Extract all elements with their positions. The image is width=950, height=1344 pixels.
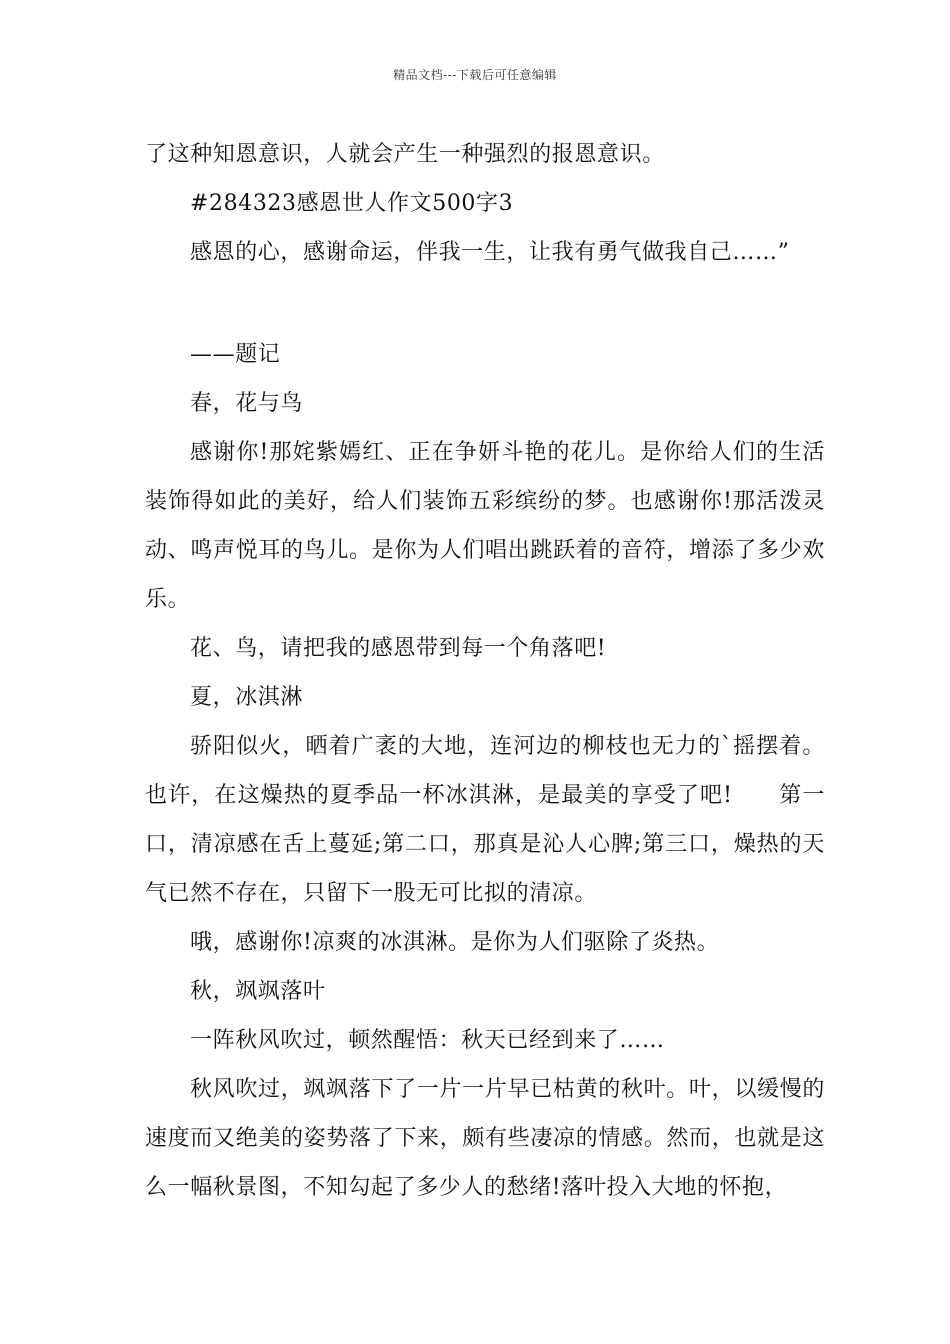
paragraph-summer: 骄阳似火，晒着广袤的大地，连河边的柳枝也无力的`摇摆着。也许，在这燥热的夏季品一杯冰淇淋，是最美的享受了吧! 第一口，清凉感在舌上蔓延;第二口，那真是沁人心脾;第三口，燥热的天气已然不存在，只留下一股无可比拟的清凉。	[145, 734, 825, 906]
paragraph-autumn-intro: 一阵秋风吹过，顿然醒悟：秋天已经到来了……	[190, 1028, 665, 1053]
paragraph-continuation: 了这种知恩意识，人就会产生一种强烈的报恩意识。	[145, 142, 665, 167]
paragraph-spring: 感谢你!那姹紫嫣红、正在争妍斗艳的花儿。是你给人们的生活装饰得如此的美好，给人们装饰五彩缤纷的梦。也感谢你!那活泼灵动、鸣声悦耳的鸟儿。是你为人们唱出跳跃着的音符，增添了多少欢乐。	[145, 440, 825, 612]
essay-title: #284323感恩世人作文500字3	[190, 191, 514, 216]
document-body	[145, 130, 825, 1212]
epigraph: 感恩的心，感谢命运，伴我一生，让我有勇气做我自己……”	[190, 240, 790, 265]
epigraph-attribution: ——题记	[190, 342, 281, 367]
section-heading-summer: 夏，冰淇淋	[190, 685, 304, 710]
paragraph-autumn: 秋风吹过，飒飒落下了一片一片早已枯黄的秋叶。叶，以缓慢的速度而又绝美的姿势落了下来，颇有些凄凉的情感。然而，也就是这么一幅秋景图，不知勾起了多少人的愁绪!落叶投入大地的怀抱，	[145, 1077, 825, 1200]
paragraph-spring-closing: 花、鸟，请把我的感恩带到每一个角落吧!	[190, 636, 607, 661]
paragraph-summer-closing: 哦，感谢你!凉爽的冰淇淋。是你为人们驱除了炎热。	[190, 930, 720, 955]
page-header: 精品文档---下载后可任意编辑	[393, 68, 557, 82]
section-heading-spring: 春，花与鸟	[190, 391, 304, 416]
section-heading-autumn: 秋，飒飒落叶	[190, 979, 326, 1004]
